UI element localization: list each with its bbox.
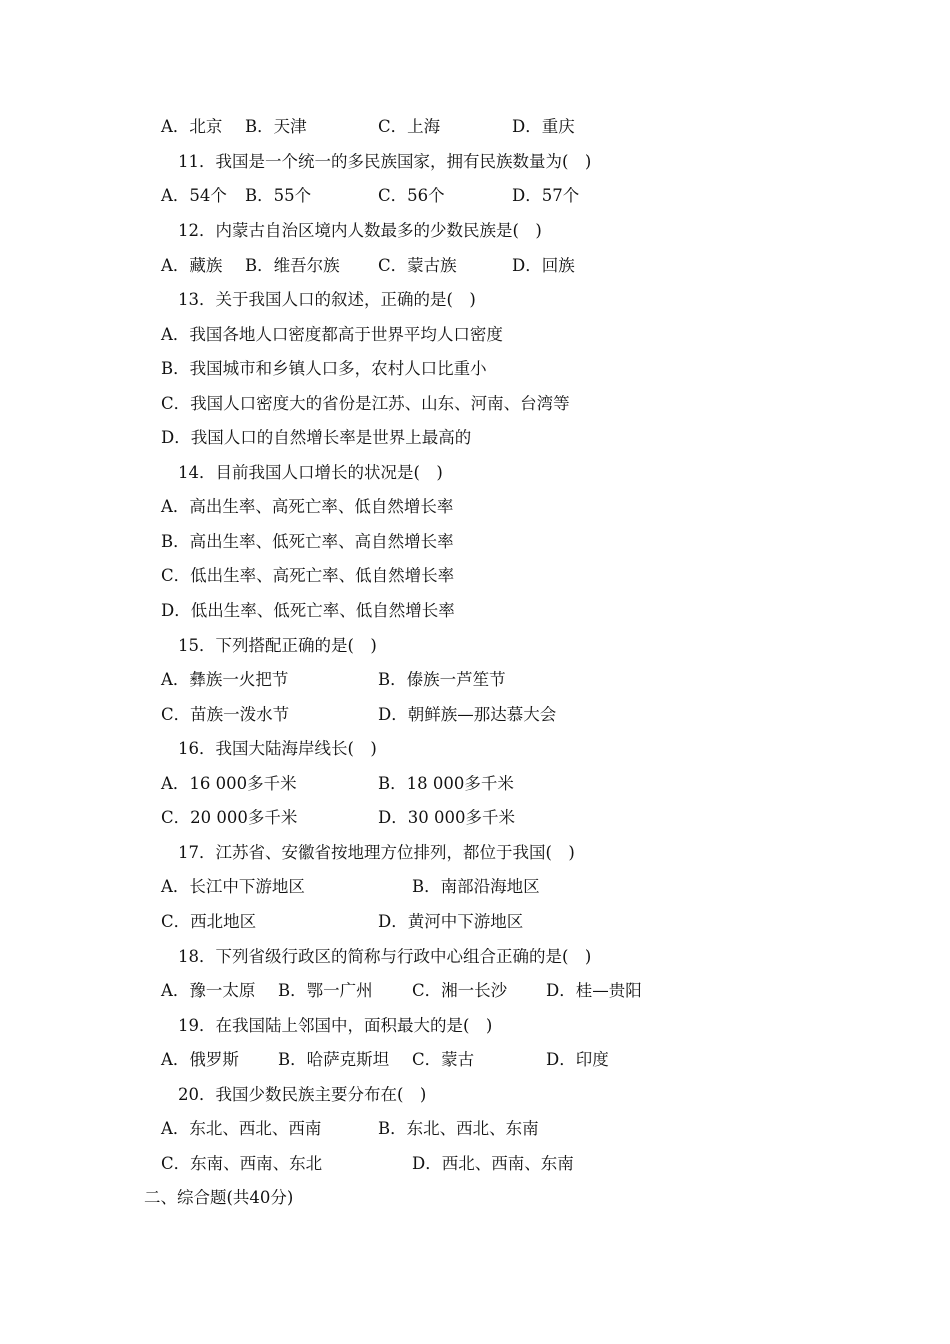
q14-option-d: D．低出生率、低死亡率、低自然增长率: [161, 601, 455, 620]
q14-option-a: A．高出生率、高死亡率、低自然增长率: [161, 497, 454, 516]
q19-option-c: C．蒙古: [412, 1050, 475, 1069]
q14-stem: 14．目前我国人口增长的状况是( ): [178, 463, 443, 482]
q12-option-b: B．维吾尔族: [245, 256, 340, 275]
q16-option-c: C．20 000多千米: [161, 808, 298, 827]
q10-option-d: D．重庆: [512, 117, 575, 136]
q19-option-b: B．哈萨克斯坦: [278, 1050, 390, 1069]
q10-option-c: C．上海: [378, 117, 441, 136]
q11-option-b: B．55个: [245, 186, 312, 205]
q18-option-a: A．豫一太原: [161, 981, 256, 1000]
q11-stem: 11．我国是一个统一的多民族国家，拥有民族数量为( ): [178, 152, 592, 171]
q17-stem: 17．江苏省、安徽省按地理方位排列，都位于我国( ): [178, 843, 575, 862]
q13-option-c: C．我国人口密度大的省份是江苏、山东、河南、台湾等: [161, 394, 570, 413]
q14-option-b: B．高出生率、低死亡率、高自然增长率: [161, 532, 454, 551]
q13-option-d: D．我国人口的自然增长率是世界上最高的: [161, 428, 472, 447]
q20-option-b: B．东北、西北、东南: [378, 1119, 539, 1138]
q19-stem: 19．在我国陆上邻国中，面积最大的是( ): [178, 1016, 493, 1035]
q14-option-c: C．低出生率、高死亡率、低自然增长率: [161, 566, 455, 585]
q11-option-a: A．54个: [161, 186, 227, 205]
q12-option-c: C．蒙古族: [378, 256, 457, 275]
q13-option-a: A．我国各地人口密度都高于世界平均人口密度: [161, 325, 503, 344]
q15-stem: 15．下列搭配正确的是( ): [178, 636, 377, 655]
q16-stem: 16．我国大陆海岸线长( ): [178, 739, 377, 758]
q12-option-a: A．藏族: [161, 256, 223, 275]
q18-option-c: C．湘一长沙: [412, 981, 508, 1000]
q15-option-a: A．彝族一火把节: [161, 670, 289, 689]
q20-option-c: C．东南、西南、东北: [161, 1154, 323, 1173]
q15-option-d: D．朝鲜族—那达慕大会: [378, 705, 557, 724]
q13-stem: 13．关于我国人口的叙述，正确的是( ): [178, 290, 476, 309]
q12-stem: 12．内蒙古自治区境内人数最多的少数民族是( ): [178, 221, 542, 240]
q20-option-a: A．东北、西北、西南: [161, 1119, 322, 1138]
q18-option-b: B．鄂一广州: [278, 981, 373, 1000]
q18-option-d: D．桂—贵阳: [546, 981, 642, 1000]
section-heading: 二、综合题(共40分): [144, 1188, 294, 1207]
q10-option-b: B．天津: [245, 117, 307, 136]
q19-option-a: A．俄罗斯: [161, 1050, 239, 1069]
q16-option-b: B．18 000多千米: [378, 774, 514, 793]
q12-option-d: D．回族: [512, 256, 575, 275]
q16-option-d: D．30 000多千米: [378, 808, 515, 827]
q19-option-d: D．印度: [546, 1050, 609, 1069]
q11-option-c: C．56个: [378, 186, 445, 205]
q20-stem: 20．我国少数民族主要分布在( ): [178, 1085, 427, 1104]
q13-option-b: B．我国城市和乡镇人口多，农村人口比重小: [161, 359, 487, 378]
q17-option-a: A．长江中下游地区: [161, 877, 305, 896]
q15-option-c: C．苗族一泼水节: [161, 705, 290, 724]
q18-stem: 18．下列省级行政区的简称与行政中心组合正确的是( ): [178, 947, 592, 966]
q11-option-d: D．57个: [512, 186, 580, 205]
q10-option-a: A．北京: [161, 117, 223, 136]
q17-option-c: C．西北地区: [161, 912, 257, 931]
q15-option-b: B．傣族一芦笙节: [378, 670, 506, 689]
q17-option-b: B．南部沿海地区: [412, 877, 540, 896]
q16-option-a: A．16 000多千米: [161, 774, 297, 793]
q20-option-d: D．西北、西南、东南: [412, 1154, 574, 1173]
q17-option-d: D．黄河中下游地区: [378, 912, 524, 931]
